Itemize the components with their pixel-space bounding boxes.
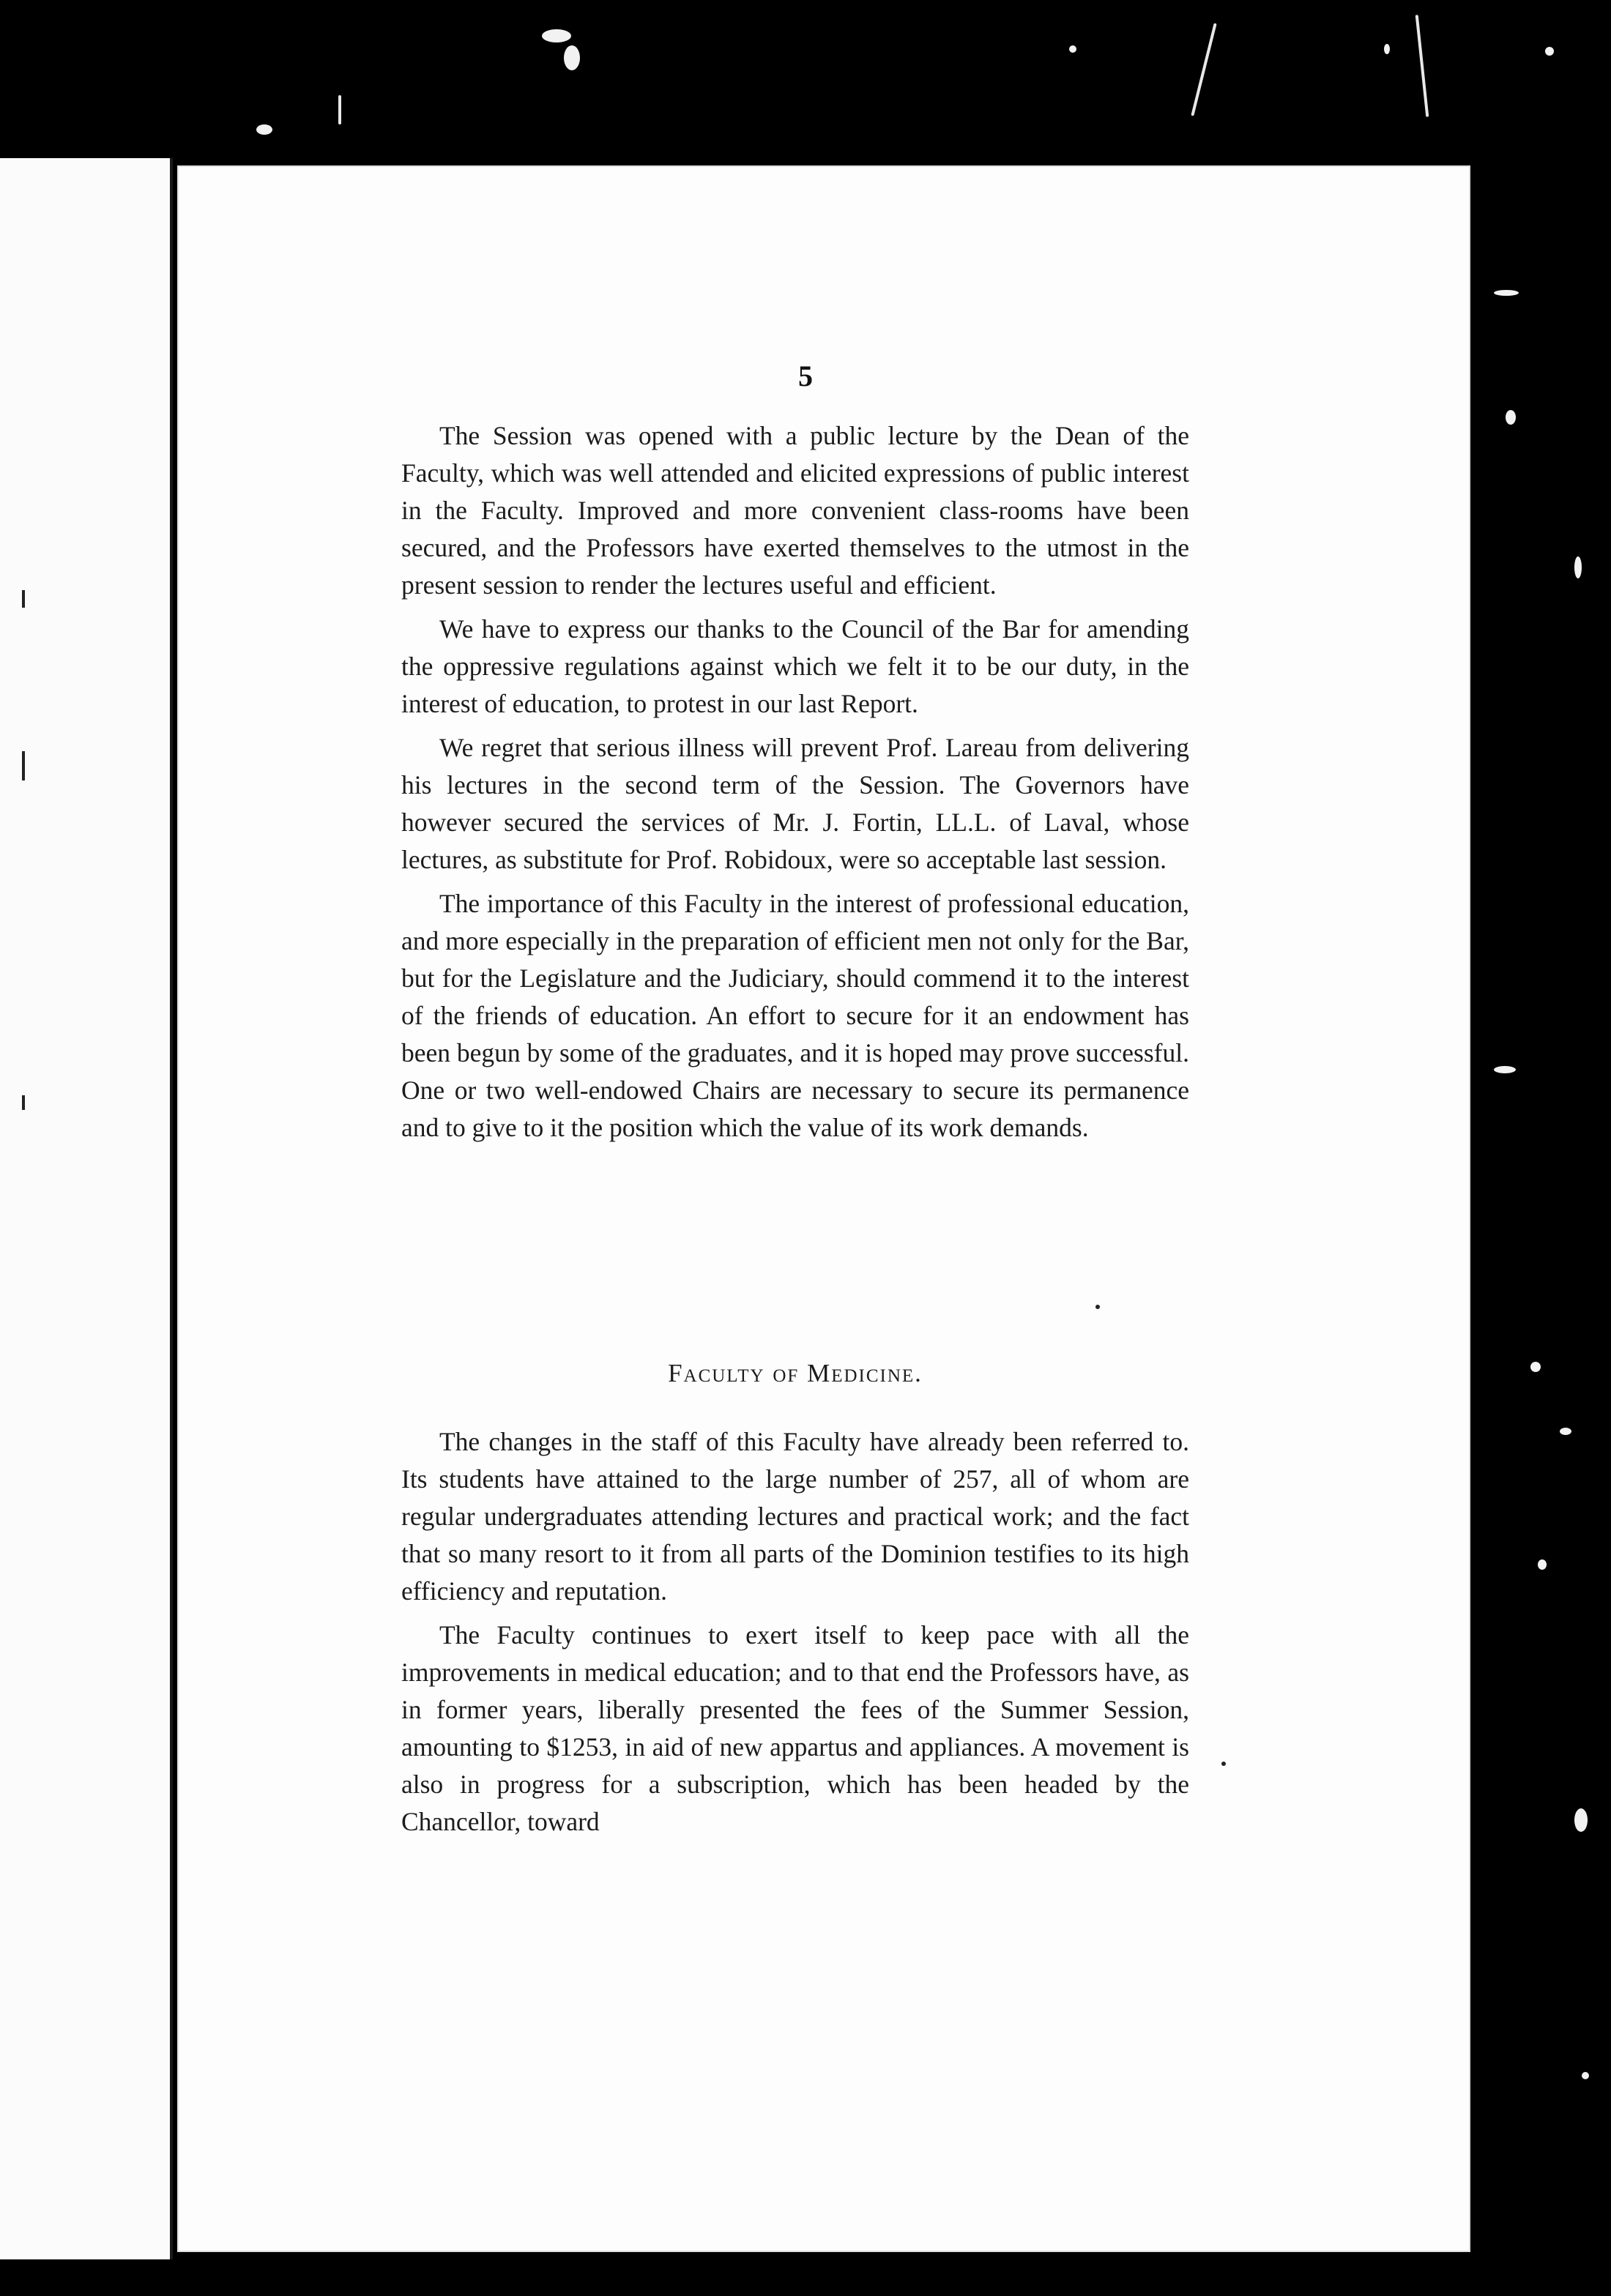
dust-speck: [1069, 45, 1076, 53]
ink-dot: [1221, 1762, 1226, 1766]
dust-speck: [564, 45, 580, 70]
dust-speck: [1545, 47, 1554, 56]
ink-dot: [1095, 1305, 1100, 1309]
paragraph: We have to express our thanks to the Council of the Bar for amending the oppressive regulations against which we felt it to be our duty, in the interest of education, to protest in our last Report.: [401, 614, 1189, 718]
law-faculty-section: [401, 417, 1189, 1153]
scan-streak: [338, 95, 341, 124]
dust-speck: [1574, 1808, 1588, 1832]
scan-streak: [1191, 23, 1216, 116]
paragraph: We regret that serious illness will prevent Prof. Lareau from delivering his lectures in the second term of the Session. The Governors have however secured the services of Mr. J. Fortin, LL.L. of Laval, whose lectures, as substitute for Prof. Robidoux, were so acceptable last session.: [401, 733, 1189, 874]
binding-mark: [22, 1095, 25, 1110]
binding-mark: [22, 590, 25, 608]
binding-mark: [22, 751, 25, 780]
dust-speck: [1494, 290, 1519, 296]
scan-streak: [1415, 15, 1429, 117]
section-heading: Faculty of Medicine.: [668, 1359, 923, 1387]
medicine-faculty-section: [401, 1423, 1189, 1847]
dust-speck: [1538, 1559, 1547, 1570]
dust-speck: [256, 124, 272, 135]
dust-speck: [1530, 1362, 1541, 1372]
left-facing-page: [0, 158, 173, 2259]
paragraph: The Faculty continues to exert itself to keep pace with all the improvements in medical education; and to that end the Professors have, as in former years, liberally presented the fees of the Summer Session, amounting to $1253, in aid of new appartus and appliances. A movement is also in progress for a subscription, which has been headed by the Chancellor, toward: [401, 1620, 1189, 1836]
dust-speck: [1384, 44, 1390, 54]
paragraph: The importance of this Faculty in the interest of professional education, and more especially in the preparation of efficient men not only for the Bar, but for the Legislature and the Judiciary, should commend it to the interest of the friends of education. An effort to secure for it an endowment has been begun by some of the graduates, and it is hoped may prove successful. One or two well-endowed Chairs are necessary to secure its permanence and to give to it the position which the value of its work demands.: [401, 889, 1189, 1142]
paragraph: The changes in the staff of this Faculty have already been referred to. Its students have attained to the large number of 257, all of whom are regular undergraduates attending lectures and practical work; and the fact that so many resort to it from all parts of the Dominion testifies to its high efficiency and reputation.: [401, 1427, 1189, 1606]
paragraph: The Session was opened with a public lecture by the Dean of the Faculty, which was well attended and elicited expressions of public interest in the Faculty. Improved and more convenient class-rooms have been secured, and the Professors have exerted themselves to the utmost in the present session to render the lectures useful and efficient.: [401, 421, 1189, 600]
dust-speck: [1494, 1066, 1516, 1073]
dust-speck: [542, 29, 571, 42]
dust-speck: [1574, 556, 1582, 578]
dust-speck: [1582, 2072, 1589, 2079]
dust-speck: [1506, 410, 1516, 425]
dust-speck: [1560, 1428, 1571, 1435]
page-number: 5: [798, 359, 813, 392]
